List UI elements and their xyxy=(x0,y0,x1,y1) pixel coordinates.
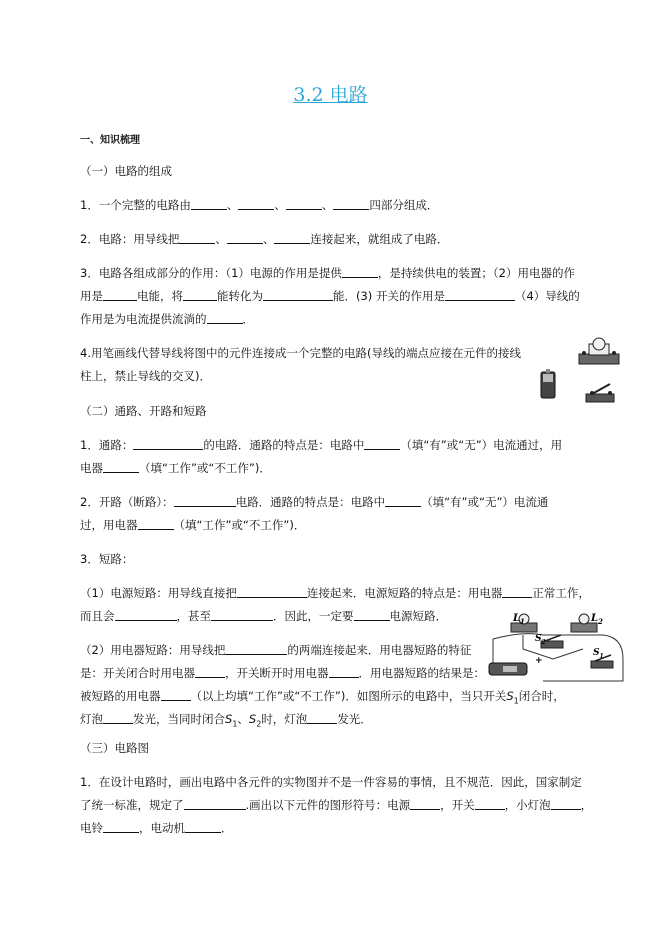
answer-blank[interactable] xyxy=(103,461,139,473)
answer-blank[interactable] xyxy=(133,438,203,450)
part2-q1-line1: 1．通路： 的电路．通路的特点是：电路中 （填“有”或“无”）电流通过，用 xyxy=(80,438,563,452)
answer-blank[interactable] xyxy=(342,266,378,278)
part2-q3a-line2: 而且会 ，甚至 ．因此，一定要 电源短路． xyxy=(80,609,447,623)
answer-blank[interactable] xyxy=(385,495,421,507)
answer-blank[interactable] xyxy=(174,495,236,507)
answer-blank[interactable] xyxy=(502,586,532,598)
part1-q3-line3: 作用是为电流提供流淌的 ． xyxy=(80,312,254,326)
answer-blank[interactable] xyxy=(195,666,225,678)
part2-q3b-line3: 被短路的用电器 （以上均填“工作”或“不工作”)．如图所示的电路中，当只开关$S_1$闭合时， xyxy=(80,689,565,706)
part1-q4-line1: 4.用笔画线代替导线将图中的元件连接成一个完整的电路(导线的端点应接在元件的接线 xyxy=(80,346,521,360)
lamp-holder-image xyxy=(575,336,623,368)
answer-blank[interactable] xyxy=(551,798,581,810)
answer-blank[interactable] xyxy=(329,666,359,678)
circuit-figure xyxy=(483,609,633,687)
part3-q1-line1: 1．在设计电路时，画出电路中各元件的实物图并不是一件容易的事情，且不规范．因此，国家制定 xyxy=(80,775,582,789)
part2-q3: 3．短路： xyxy=(80,552,134,566)
answer-blank[interactable] xyxy=(185,821,221,833)
answer-blank[interactable] xyxy=(307,712,337,724)
part1-q4-line2: 柱上，禁止导线的交叉)． xyxy=(80,369,211,383)
answer-blank[interactable] xyxy=(354,609,390,621)
page-title: 3.2 电路 xyxy=(293,84,368,106)
answer-blank[interactable] xyxy=(184,798,246,810)
answer-blank[interactable] xyxy=(333,198,369,210)
answer-blank[interactable] xyxy=(227,232,263,244)
label-plus: + xyxy=(535,656,543,666)
battery-image xyxy=(539,368,557,400)
answer-blank[interactable] xyxy=(225,643,287,655)
part2-q2-line1: 2．开路（断路）： 电路．通路的特点是：电路中 （填“有”或“无”）电流通 xyxy=(80,495,549,509)
answer-blank[interactable] xyxy=(364,438,400,450)
answer-blank[interactable] xyxy=(191,198,227,210)
answer-blank[interactable] xyxy=(138,518,174,530)
answer-blank[interactable] xyxy=(263,289,333,301)
part2-q3b-line1: （2）用电器短路：用导线把 的两端连接起来．用电器短路的特征 xyxy=(80,643,472,657)
answer-blank[interactable] xyxy=(103,289,137,301)
part3-q1-line2: 了统一标准，规定了 .画出以下元件的图形符号：电源 ，开关 ，小灯泡 ， xyxy=(80,798,593,812)
part1-heading: （一）电路的组成 xyxy=(80,164,172,178)
answer-blank[interactable] xyxy=(207,312,243,324)
label-l1: $L_1$ xyxy=(513,613,525,626)
section-heading-knowledge: 一、知识梳理 xyxy=(80,135,140,146)
answer-blank[interactable] xyxy=(237,586,307,598)
answer-blank[interactable] xyxy=(475,798,505,810)
part1-q3-line1: 3．电路各组成部分的作用：（1）电源的作用是提供 ，是持续供电的装置；（2）用电器的作 xyxy=(80,266,575,280)
answer-blank[interactable] xyxy=(183,289,217,301)
switch-image xyxy=(584,380,616,406)
answer-blank[interactable] xyxy=(286,198,322,210)
answer-blank[interactable] xyxy=(410,798,440,810)
answer-blank[interactable] xyxy=(274,232,310,244)
part2-q3a-line1: （1）电源短路：用导线直接把 连接起来．电源短路的特点是：用电器 正常工作， xyxy=(80,586,590,600)
answer-blank[interactable] xyxy=(211,609,273,621)
part1-q1: 1．一个完整的电路由 、 、 、 四部分组成． xyxy=(80,198,439,212)
answer-blank[interactable] xyxy=(179,232,215,244)
part2-q3b-line2: 是：开关闭合时用电器 ，开关断开时用电器 ．用电器短路的结果是： xyxy=(80,666,485,680)
label-l2: $L_2$ xyxy=(591,613,603,626)
part3-q1-line3: 电铃 ，电动机 ． xyxy=(80,821,233,835)
answer-blank[interactable] xyxy=(115,609,177,621)
part1-q2: 2．电路：用导线把 、 、 连接起来，就组成了电路． xyxy=(80,232,449,246)
answer-blank[interactable] xyxy=(103,712,133,724)
label-s1: $S_1$ xyxy=(593,648,604,660)
label-s2: $S_2$ xyxy=(535,634,546,646)
part2-q1-line2: 电器 （填“工作”或“不工作”)． xyxy=(80,461,271,475)
answer-blank[interactable] xyxy=(445,289,515,301)
part2-heading: （二）通路、开路和短路 xyxy=(80,404,207,418)
part2-q3b-line4: 灯泡 发光，当同时闭合$S_1$、$S_2$时，灯泡 发光． xyxy=(80,712,372,729)
answer-blank[interactable] xyxy=(238,198,274,210)
answer-blank[interactable] xyxy=(103,821,139,833)
part1-q3-line2: 用是 电能，将 能转化为 能．(3) 开关的作用是 （4）导线的 xyxy=(80,289,580,303)
part2-q2-line2: 过，用电器 （填“工作”或“不工作”)． xyxy=(80,518,306,532)
part3-heading: （三）电路图 xyxy=(80,741,149,755)
answer-blank[interactable] xyxy=(161,689,191,701)
